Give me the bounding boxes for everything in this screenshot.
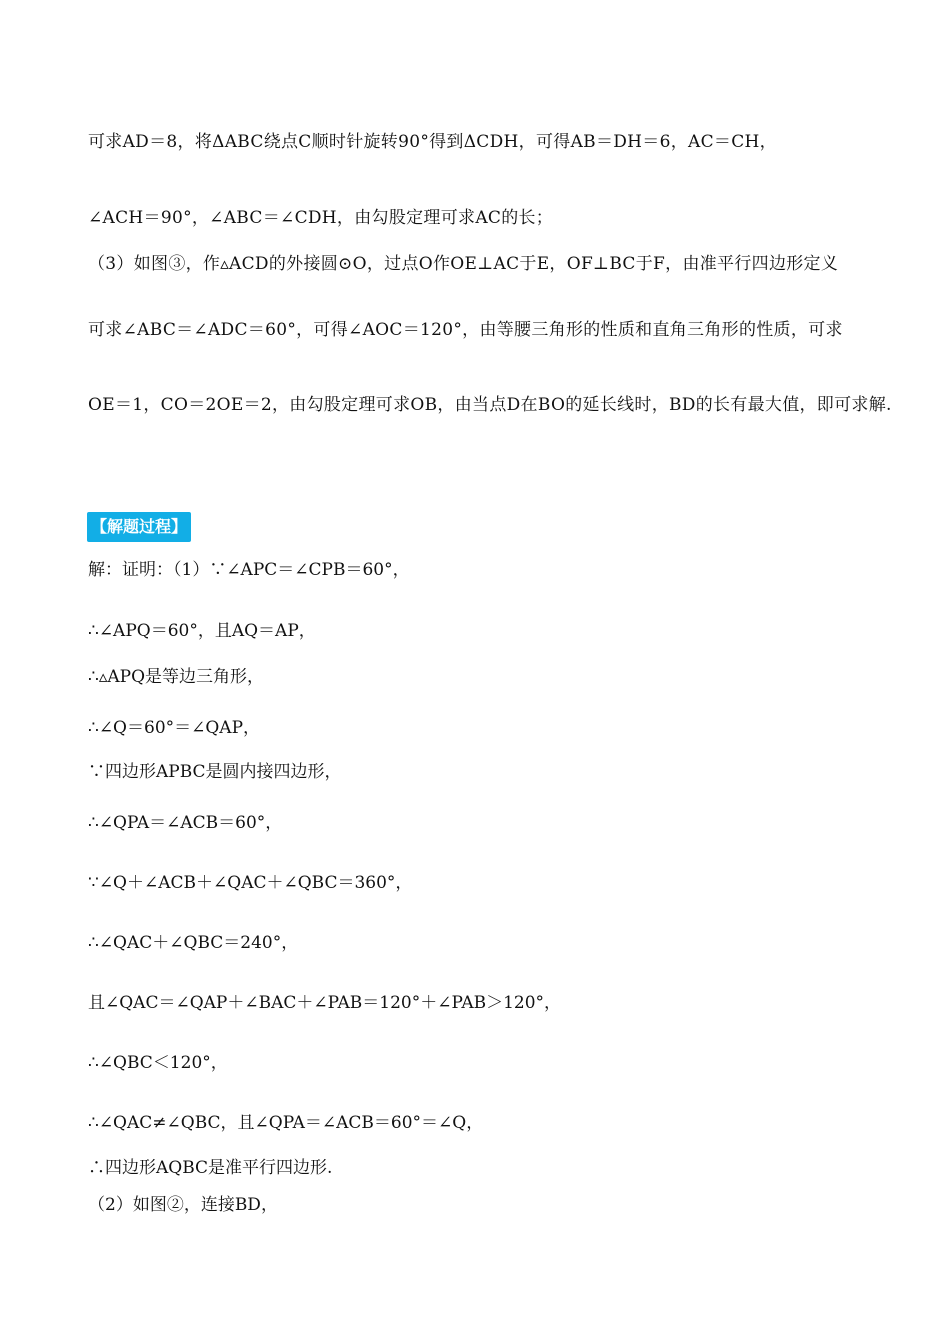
solution-line-13: （2）如图②，连接BD， bbox=[88, 1195, 278, 1215]
analysis-line-4: 可求∠ABC＝∠ADC＝60°，可得∠AOC＝120°，由等腰三角形的性质和直角三角形的性质，可求 bbox=[88, 320, 843, 340]
solution-line-10: ∴∠QBC＜120°， bbox=[88, 1053, 228, 1073]
section-badge: 【解题过程】 bbox=[87, 512, 191, 542]
analysis-line-5: OE＝1，CO＝2OE＝2，由勾股定理可求OB，由当点D在BO的延长线时，BD的长有最大值，即可求解. bbox=[88, 395, 892, 415]
solution-line-4: ∴∠Q＝60°＝∠QAP， bbox=[88, 718, 261, 738]
solution-line-1: 解：证明：（1）∵∠APC＝∠CPB＝60°， bbox=[88, 560, 410, 580]
solution-line-3: ∴▵APQ是等边三角形， bbox=[88, 667, 265, 687]
solution-line-12: ∴四边形AQBC是准平行四边形. bbox=[88, 1158, 333, 1178]
solution-line-2: ∴∠APQ＝60°，且AQ＝AP， bbox=[88, 621, 316, 641]
analysis-line-2: ∠ACH＝90°，∠ABC＝∠CDH，由勾股定理可求AC的长； bbox=[88, 208, 554, 228]
solution-line-11: ∴∠QAC≠∠QBC，且∠QPA＝∠ACB＝60°＝∠Q， bbox=[88, 1113, 484, 1133]
solution-line-7: ∵∠Q＋∠ACB＋∠QAC＋∠QBC＝360°， bbox=[88, 873, 413, 893]
solution-line-9: 且∠QAC＝∠QAP＋∠BAC＋∠PAB＝120°＋∠PAB＞120°， bbox=[88, 993, 562, 1013]
analysis-line-1: 可求AD＝8，将ΔABC绕点C顺时针旋转90°得到ΔCDH，可得AB＝DH＝6，AC＝CH， bbox=[88, 132, 777, 152]
solution-line-6: ∴∠QPA＝∠ACB＝60°， bbox=[88, 813, 283, 833]
solution-line-5: ∵四边形APBC是圆内接四边形， bbox=[88, 762, 342, 782]
solution-line-8: ∴∠QAC＋∠QBC＝240°， bbox=[88, 933, 299, 953]
analysis-line-3: （3）如图③，作▵ACD的外接圆⊙O，过点O作OE⊥AC于E，OF⊥BC于F，由准平行四边形定义 bbox=[88, 254, 839, 274]
